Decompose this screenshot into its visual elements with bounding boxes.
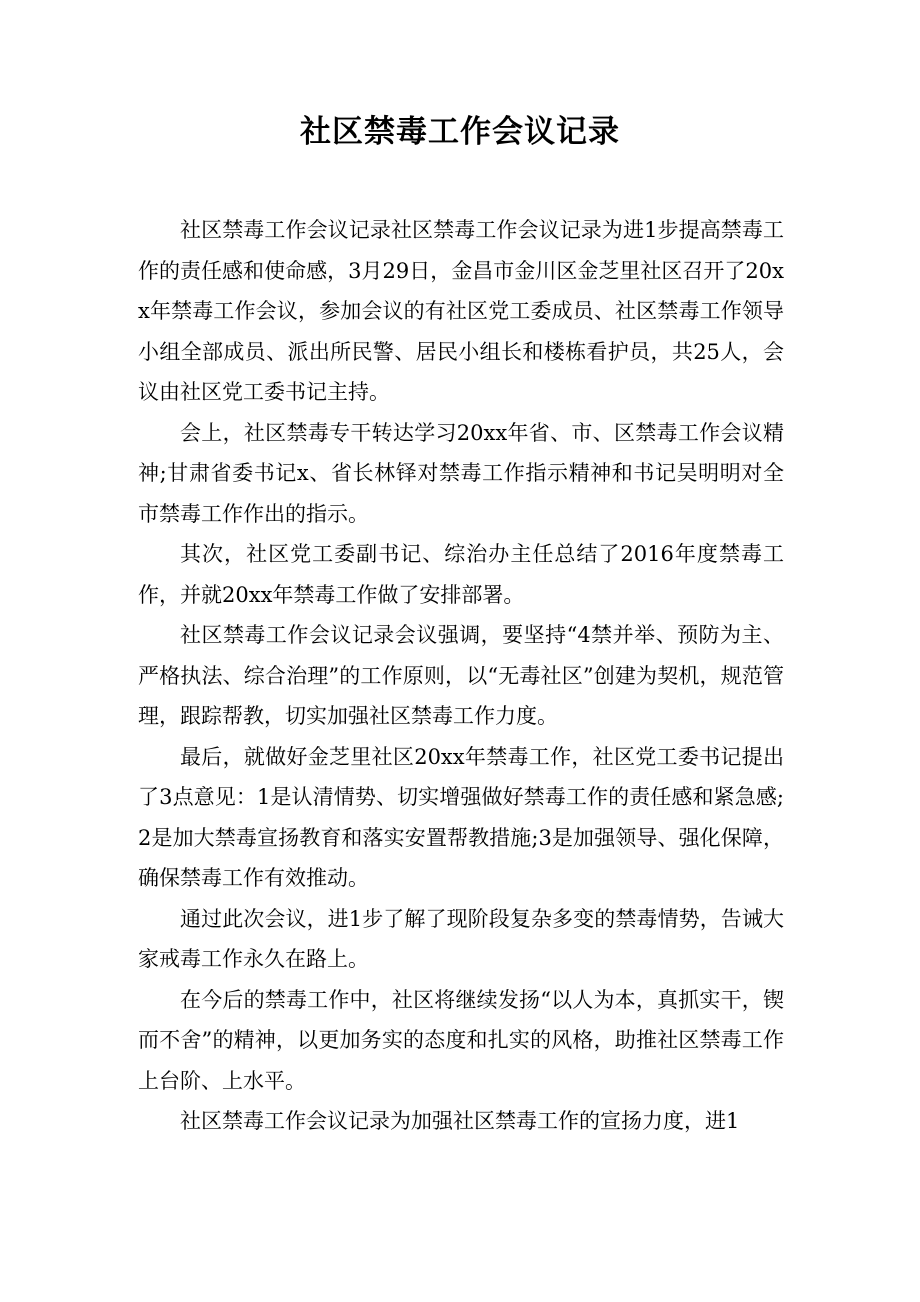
paragraph: 社区禁毒工作会议记录会议强调，要坚持“4禁并举、预防为主、严格执法、综合治理”的工作原则，以“无毒社区”创建为契机，规范管理，跟踪帮教，切实加强社区禁毒工作力度。 <box>138 623 784 728</box>
paragraph: 会上，社区禁毒专干转达学习20xx年省、市、区禁毒工作会议精神;甘肃省委书记x、省长林铎对禁毒工作指示精神和书记吴明明对全市禁毒工作作出的指示。 <box>138 420 784 526</box>
document-body <box>138 210 784 1142</box>
document-title: 社区禁毒工作会议记录 <box>300 114 620 150</box>
paragraph: 社区禁毒工作会议记录为加强社区禁毒工作的宣扬力度，进1 <box>180 1109 740 1133</box>
paragraph: 最后，就做好金芝里社区20xx年禁毒工作，社区党工委书记提出了3点意见：1是认清情势、切实增强做好禁毒工作的责任感和紧急感;2是加大禁毒宣扬教育和落实安置帮教措施;3是加强领导、强化保障，确保禁毒工作有效推动。 <box>138 744 784 890</box>
paragraph: 在今后的禁毒工作中，社区将继续发扬“以人为本，真抓实干，锲而不舍”的精神，以更加务实的态度和扎实的风格，助推社区禁毒工作上台阶、上水平。 <box>138 987 784 1093</box>
paragraph: 其次，社区党工委副书记、综治办主任总结了2016年度禁毒工作，并就20xx年禁毒工作做了安排部署。 <box>138 542 784 607</box>
paragraph: 通过此次会议，进1步了解了现阶段复杂多变的禁毒情势，告诫大家戒毒工作永久在路上。 <box>138 906 784 971</box>
paragraph: 社区禁毒工作会议记录社区禁毒工作会议记录为进1步提高禁毒工作的责任感和使命感，3月29日，金昌市金川区金芝里社区召开了20xx年禁毒工作会议，参加会议的有社区党工委成员、社区禁毒工作领导小组全部成员、派出所民警、居民小组长和楼栋看护员，共25人，会议由社区党工委书记主持。 <box>138 218 784 404</box>
